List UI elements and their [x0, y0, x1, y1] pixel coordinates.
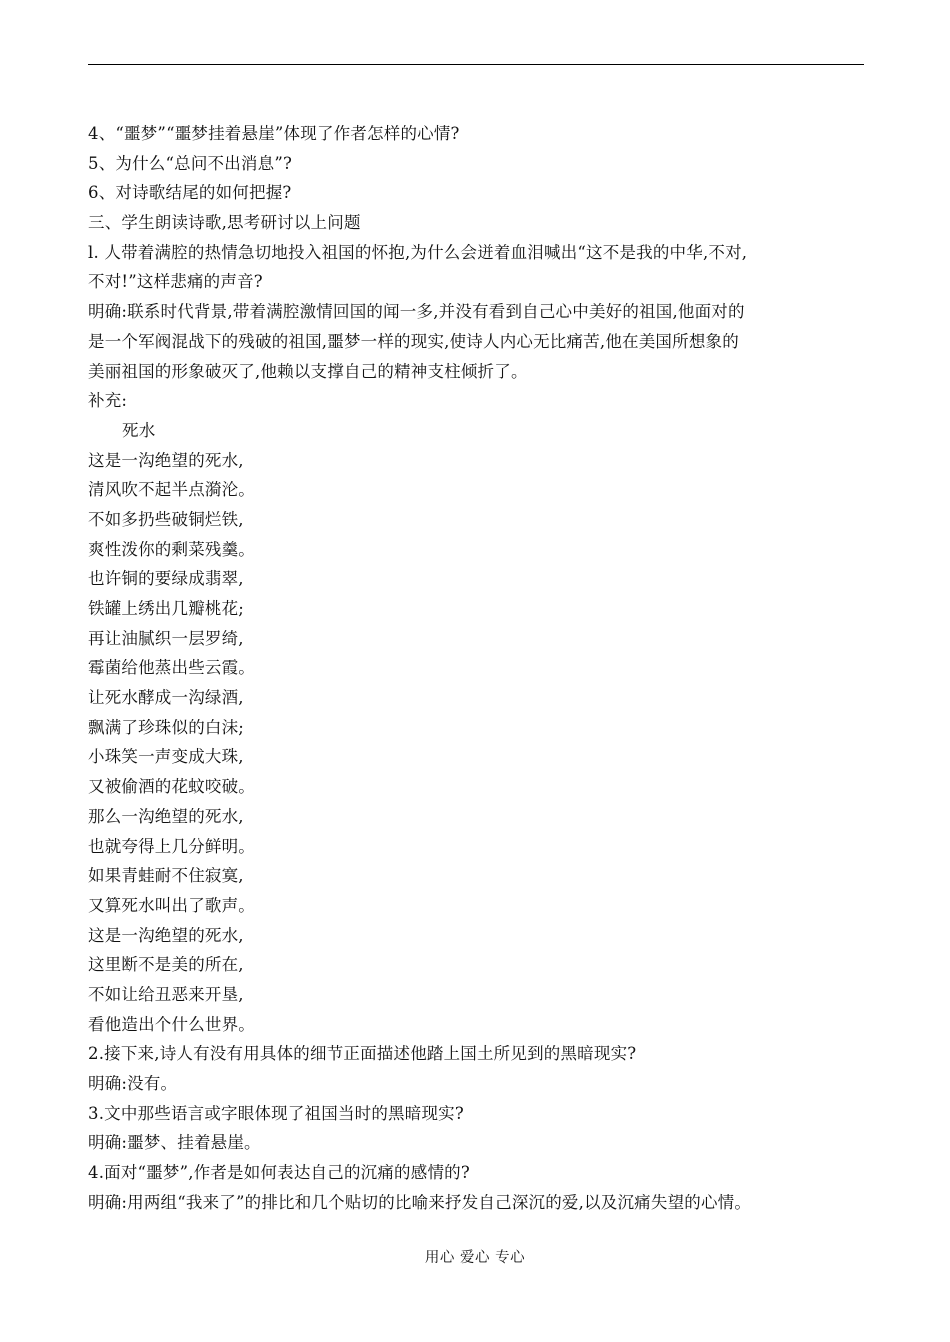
text-line: 三、学生朗读诗歌,思考研讨以上问题 [88, 213, 361, 233]
text-line: 美丽祖国的形象破灭了,他赖以支撑自己的精神支柱倾折了。 [88, 361, 528, 381]
text-line: 明确:没有。 [88, 1074, 178, 1093]
text-line: 铁罐上绣出几瓣桃花; [88, 599, 245, 618]
document-body [88, 119, 878, 1217]
text-line: 明确:噩梦、挂着悬崖。 [88, 1133, 261, 1153]
text-line: 4.面对“噩梦”,作者是如何表达自己的沉痛的感情的? [88, 1163, 470, 1183]
text-line: 是一个军阀混战下的残破的祖国,噩梦一样的现实,使诗人内心无比痛苦,他在美国所想象的 [88, 331, 739, 351]
text-line: 飘满了珍珠似的白沫; [88, 717, 245, 737]
text-line: 6、对诗歌结尾的如何把握? [88, 183, 292, 203]
text-line: 不如多扔些破铜烂铁, [88, 509, 244, 529]
text-line: 5、为什么“总问不出消息”? [88, 153, 293, 173]
text-line: 如果青蛙耐不住寂寞, [88, 866, 244, 886]
text-line: 明确:联系时代背景,带着满腔激情回国的闻一多,并没有看到自己心中美好的祖国,他面对的 [88, 302, 745, 322]
text-line: 让死水酵成一沟绿酒, [88, 688, 244, 708]
text-line: 又算死水叫出了歌声。 [88, 895, 255, 915]
text-line: 补充: [88, 391, 128, 411]
text-line: 那么一沟绝望的死水, [88, 806, 244, 826]
text-line: 爽性泼你的剩菜残羹。 [88, 539, 255, 559]
text-line: 3.文中那些语言或字眼体现了祖国当时的黑暗现实? [88, 1103, 464, 1123]
header-rule [88, 64, 864, 65]
page-footer: 用心 爱心 专心 [424, 1250, 526, 1266]
text-line: 小珠笑一声变成大珠, [88, 747, 244, 767]
text-line: 霉菌给他蒸出些云霞。 [88, 658, 255, 678]
text-line: 2.接下来,诗人有没有用具体的细节正面描述他踏上国土所见到的黑暗现实? [88, 1044, 637, 1064]
text-line: 明确:用两组“我来了”的排比和几个贴切的比喻来抒发自己深沉的爱,以及沉痛失望的心情。 [88, 1192, 752, 1212]
text-line: 看他造出个什么世界。 [88, 1014, 255, 1034]
poem-title: 死水 [122, 420, 156, 440]
text-line: 也就夸得上几分鲜明。 [88, 836, 255, 856]
text-line: 也许铜的要绿成翡翠, [88, 569, 244, 589]
text-line: l. 人带着满腔的热情急切地投入祖国的怀抱,为什么会迸着血泪喊出“这不是我的中华,不对, [88, 242, 748, 262]
text-line: 这里断不是美的所在, [88, 955, 244, 975]
text-line: 这是一沟绝望的死水, [88, 450, 244, 470]
text-line: 又被偷酒的花蚊咬破。 [88, 777, 255, 797]
text-line: 不对!”这样悲痛的声音? [88, 272, 263, 292]
text-line: 再让油腻织一层罗绮, [88, 628, 244, 648]
text-line: 这是一沟绝望的死水, [88, 925, 244, 945]
text-line: 4、“噩梦”“噩梦挂着悬崖”体现了作者怎样的心情? [88, 124, 460, 143]
text-line: 清风吹不起半点漪沦。 [88, 480, 255, 500]
text-line: 不如让给丑恶来开垦, [88, 984, 244, 1004]
